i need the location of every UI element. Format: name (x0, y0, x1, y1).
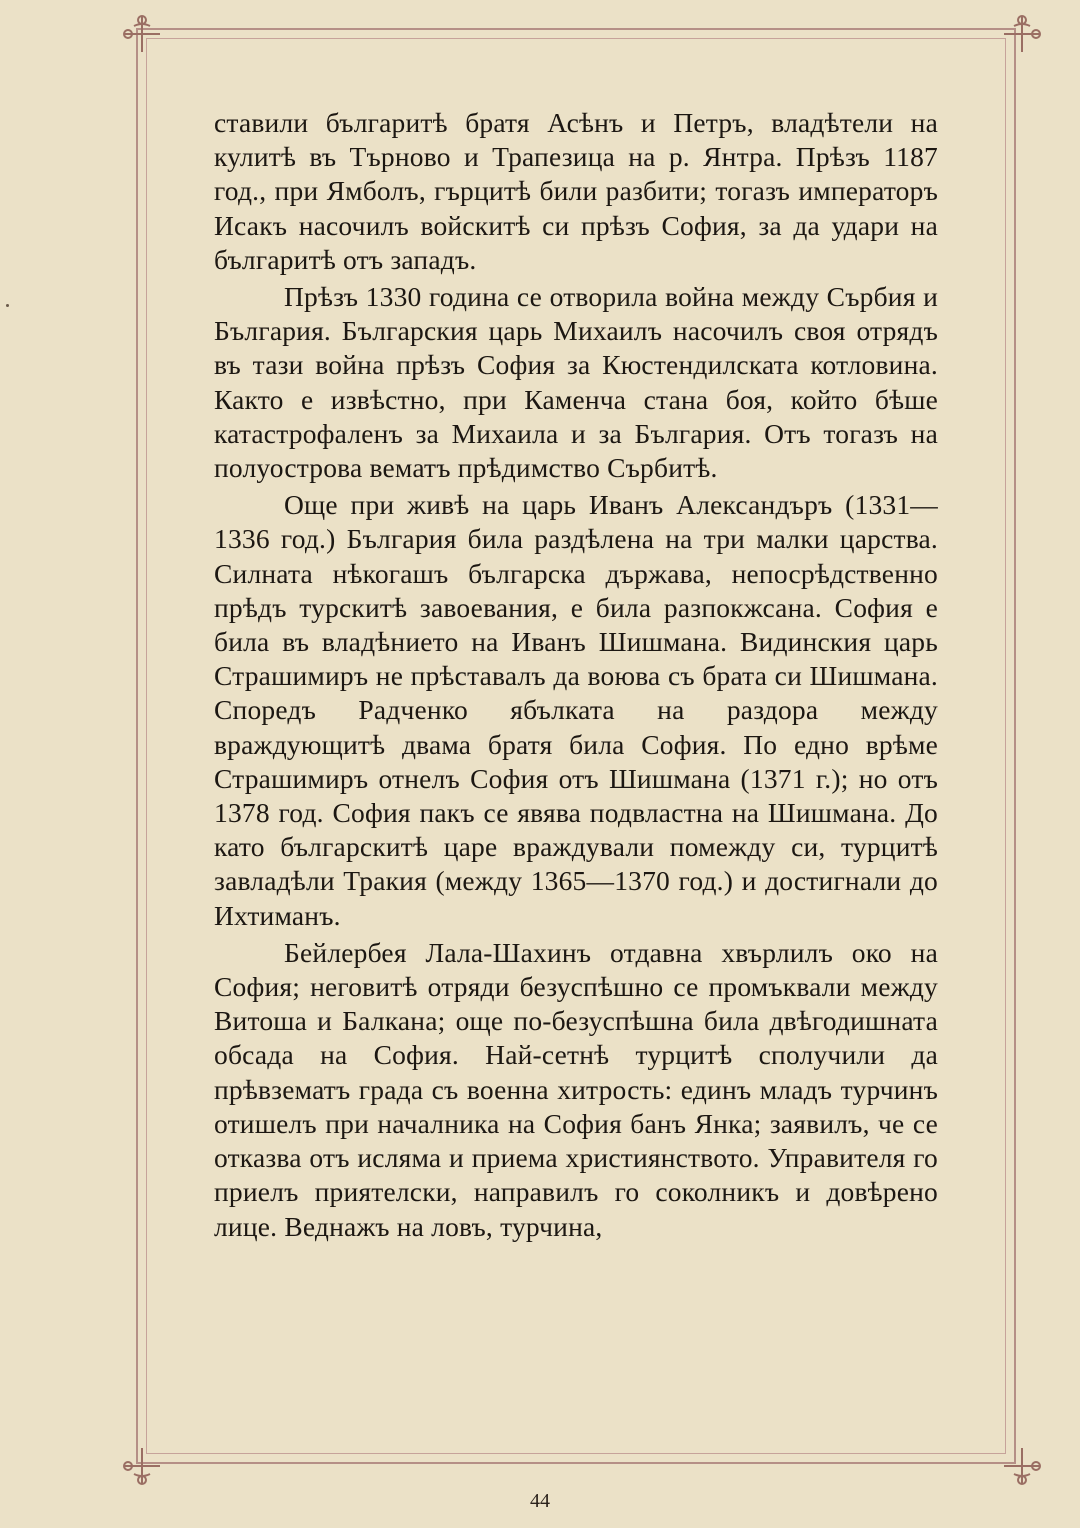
corner-ornament-icon (1000, 1444, 1044, 1488)
corner-ornament-icon (1000, 12, 1044, 56)
paragraph-4: Бейлербея Лала-Шахинъ отдавна хвърлилъ око на София; неговитѣ отряди безуспѣшно се промъквали между Витоша и Балкана; още по-безуспѣшна била двѣгодишната обсада на София. Най-сетнѣ турцитѣ сполучили да прѣвзематъ града съ военна хитрость: единъ младъ турчинъ отишелъ при началника на София банъ Янка; заявилъ, че се отказва отъ исляма и приема християнството. Управителя го приелъ приятелски, направилъ го соколникъ и довѣрено лице. Веднажъ на ловъ, турчина, (214, 936, 938, 1242)
paragraph-1: ставили българитѣ братя Асѣнъ и Петръ, владѣтели на кулитѣ въ Търново и Трапезица на р. Янтра. Прѣзъ 1187 год., при Ямболъ, гърцитѣ били разбити; тогазъ императоръ Исакъ насочилъ войскитѣ си прѣзъ София, за да удари на българитѣ отъ западъ. (214, 107, 938, 275)
page-number: 44 (530, 1490, 550, 1512)
corner-ornament-icon (120, 1444, 164, 1488)
corner-ornament-icon (120, 12, 164, 56)
paragraph-2: Прѣзъ 1330 година се отворила война между Сърбия и България. Българския царь Михаилъ насочилъ своя отрядъ въ тази война прѣзъ София за Кюстендилската котловина. Както е извѣстно, при Каменча стана боя, който бѣше катастрофаленъ за Михаила и за България. Отъ тогазъ на полуострова вематъ прѣдимство Сърбитѣ. (214, 281, 938, 484)
paragraph-3: Още при живѣ на царь Иванъ Александъръ (1331—1336 год.) България била раздѣлена на три малки царства. Силната нѣкогашъ българска държава, непосрѣдственно прѣдъ турскитѣ завоевания, е била разпокжсана. София е била въ владѣнието на Иванъ Шишмана. Видинския царь Страшимиръ не прѣставалъ да воюва съ брата си Шишмана. Споредъ Радченко ябълката на раздора между враждующитѣ двама братя била София. По едно врѣме Страшимиръ отнелъ София отъ Шишмана (1371 г.); но отъ 1378 год. София пакъ се явява подвластна на Шишмана. До като българскитѣ царе враждували помежду си, турцитѣ завладѣли Тракия (между 1365—1370 год.) и достигнали до Ихтиманъ. (214, 489, 938, 931)
paper-speck (6, 304, 9, 307)
body-text (214, 106, 938, 1247)
